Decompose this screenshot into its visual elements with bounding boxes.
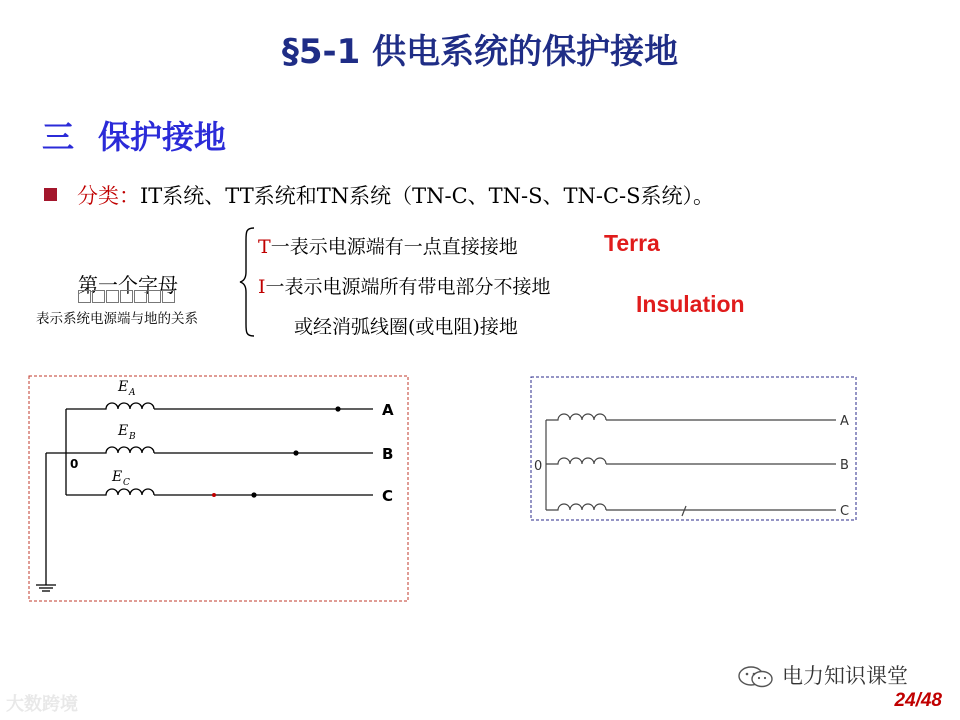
emf-c-label: E: [112, 469, 123, 485]
emf-c-sub: C: [123, 478, 130, 488]
page-number: 24/48: [894, 690, 942, 711]
emf-a-label: E: [118, 379, 129, 395]
it-system-diagram-right: [530, 376, 858, 522]
section-number: 三: [42, 118, 75, 156]
classification-bullet: [44, 180, 714, 210]
emf-a-sub: A: [129, 388, 136, 398]
classification-text: IT系统、TT系统和TN系统（TN-C、TN-S、TN-C-S系统）。: [140, 184, 715, 208]
definition-i-text: 一表示电源端所有带电部分不接地: [265, 276, 551, 298]
square-bullet-icon: [44, 188, 57, 201]
phase-a-label: A: [382, 401, 394, 419]
wechat-account-name: 电力知识课堂: [782, 664, 908, 688]
definition-i: [258, 272, 551, 299]
emf-b-sub: B: [129, 432, 136, 442]
wechat-account: [736, 660, 908, 690]
right-phase-c-label: C: [840, 504, 850, 519]
definition-i-continued: 或经消弧线圈(或电阻)接地: [294, 316, 518, 338]
it-system-diagram-left: [28, 375, 410, 603]
watermark: 大数跨境: [6, 694, 78, 715]
neutral-zero-label: 0: [70, 457, 79, 471]
right-phase-b-label: B: [840, 458, 849, 473]
phase-c-label: C: [382, 487, 394, 505]
emf-b-label: E: [118, 423, 129, 439]
section-heading: [42, 112, 226, 158]
section-title: 保护接地: [98, 118, 227, 156]
right-phase-a-label: A: [840, 414, 849, 429]
letter-t: T: [258, 236, 271, 258]
slide-title: §5-1 供电系统的保护接地: [281, 32, 679, 72]
first-letter-title: 第一个字母: [78, 273, 178, 297]
letter-i: I: [258, 276, 266, 298]
phase-b-label: B: [382, 445, 394, 463]
definition-t: [258, 232, 518, 259]
terra-label: Terra: [604, 230, 660, 256]
definition-t-text: 一表示电源端有一点直接接地: [270, 236, 518, 258]
classification-label: 分类：: [77, 184, 140, 208]
right-neutral-zero-label: 0: [534, 459, 543, 474]
insulation-label: Insulation: [636, 291, 745, 317]
curly-brace-icon: [238, 226, 258, 338]
first-letter-shadow-boxes: [78, 288, 176, 307]
first-letter-relation: 表示系统电源端与地的关系: [36, 311, 198, 327]
wechat-icon: [736, 664, 776, 690]
